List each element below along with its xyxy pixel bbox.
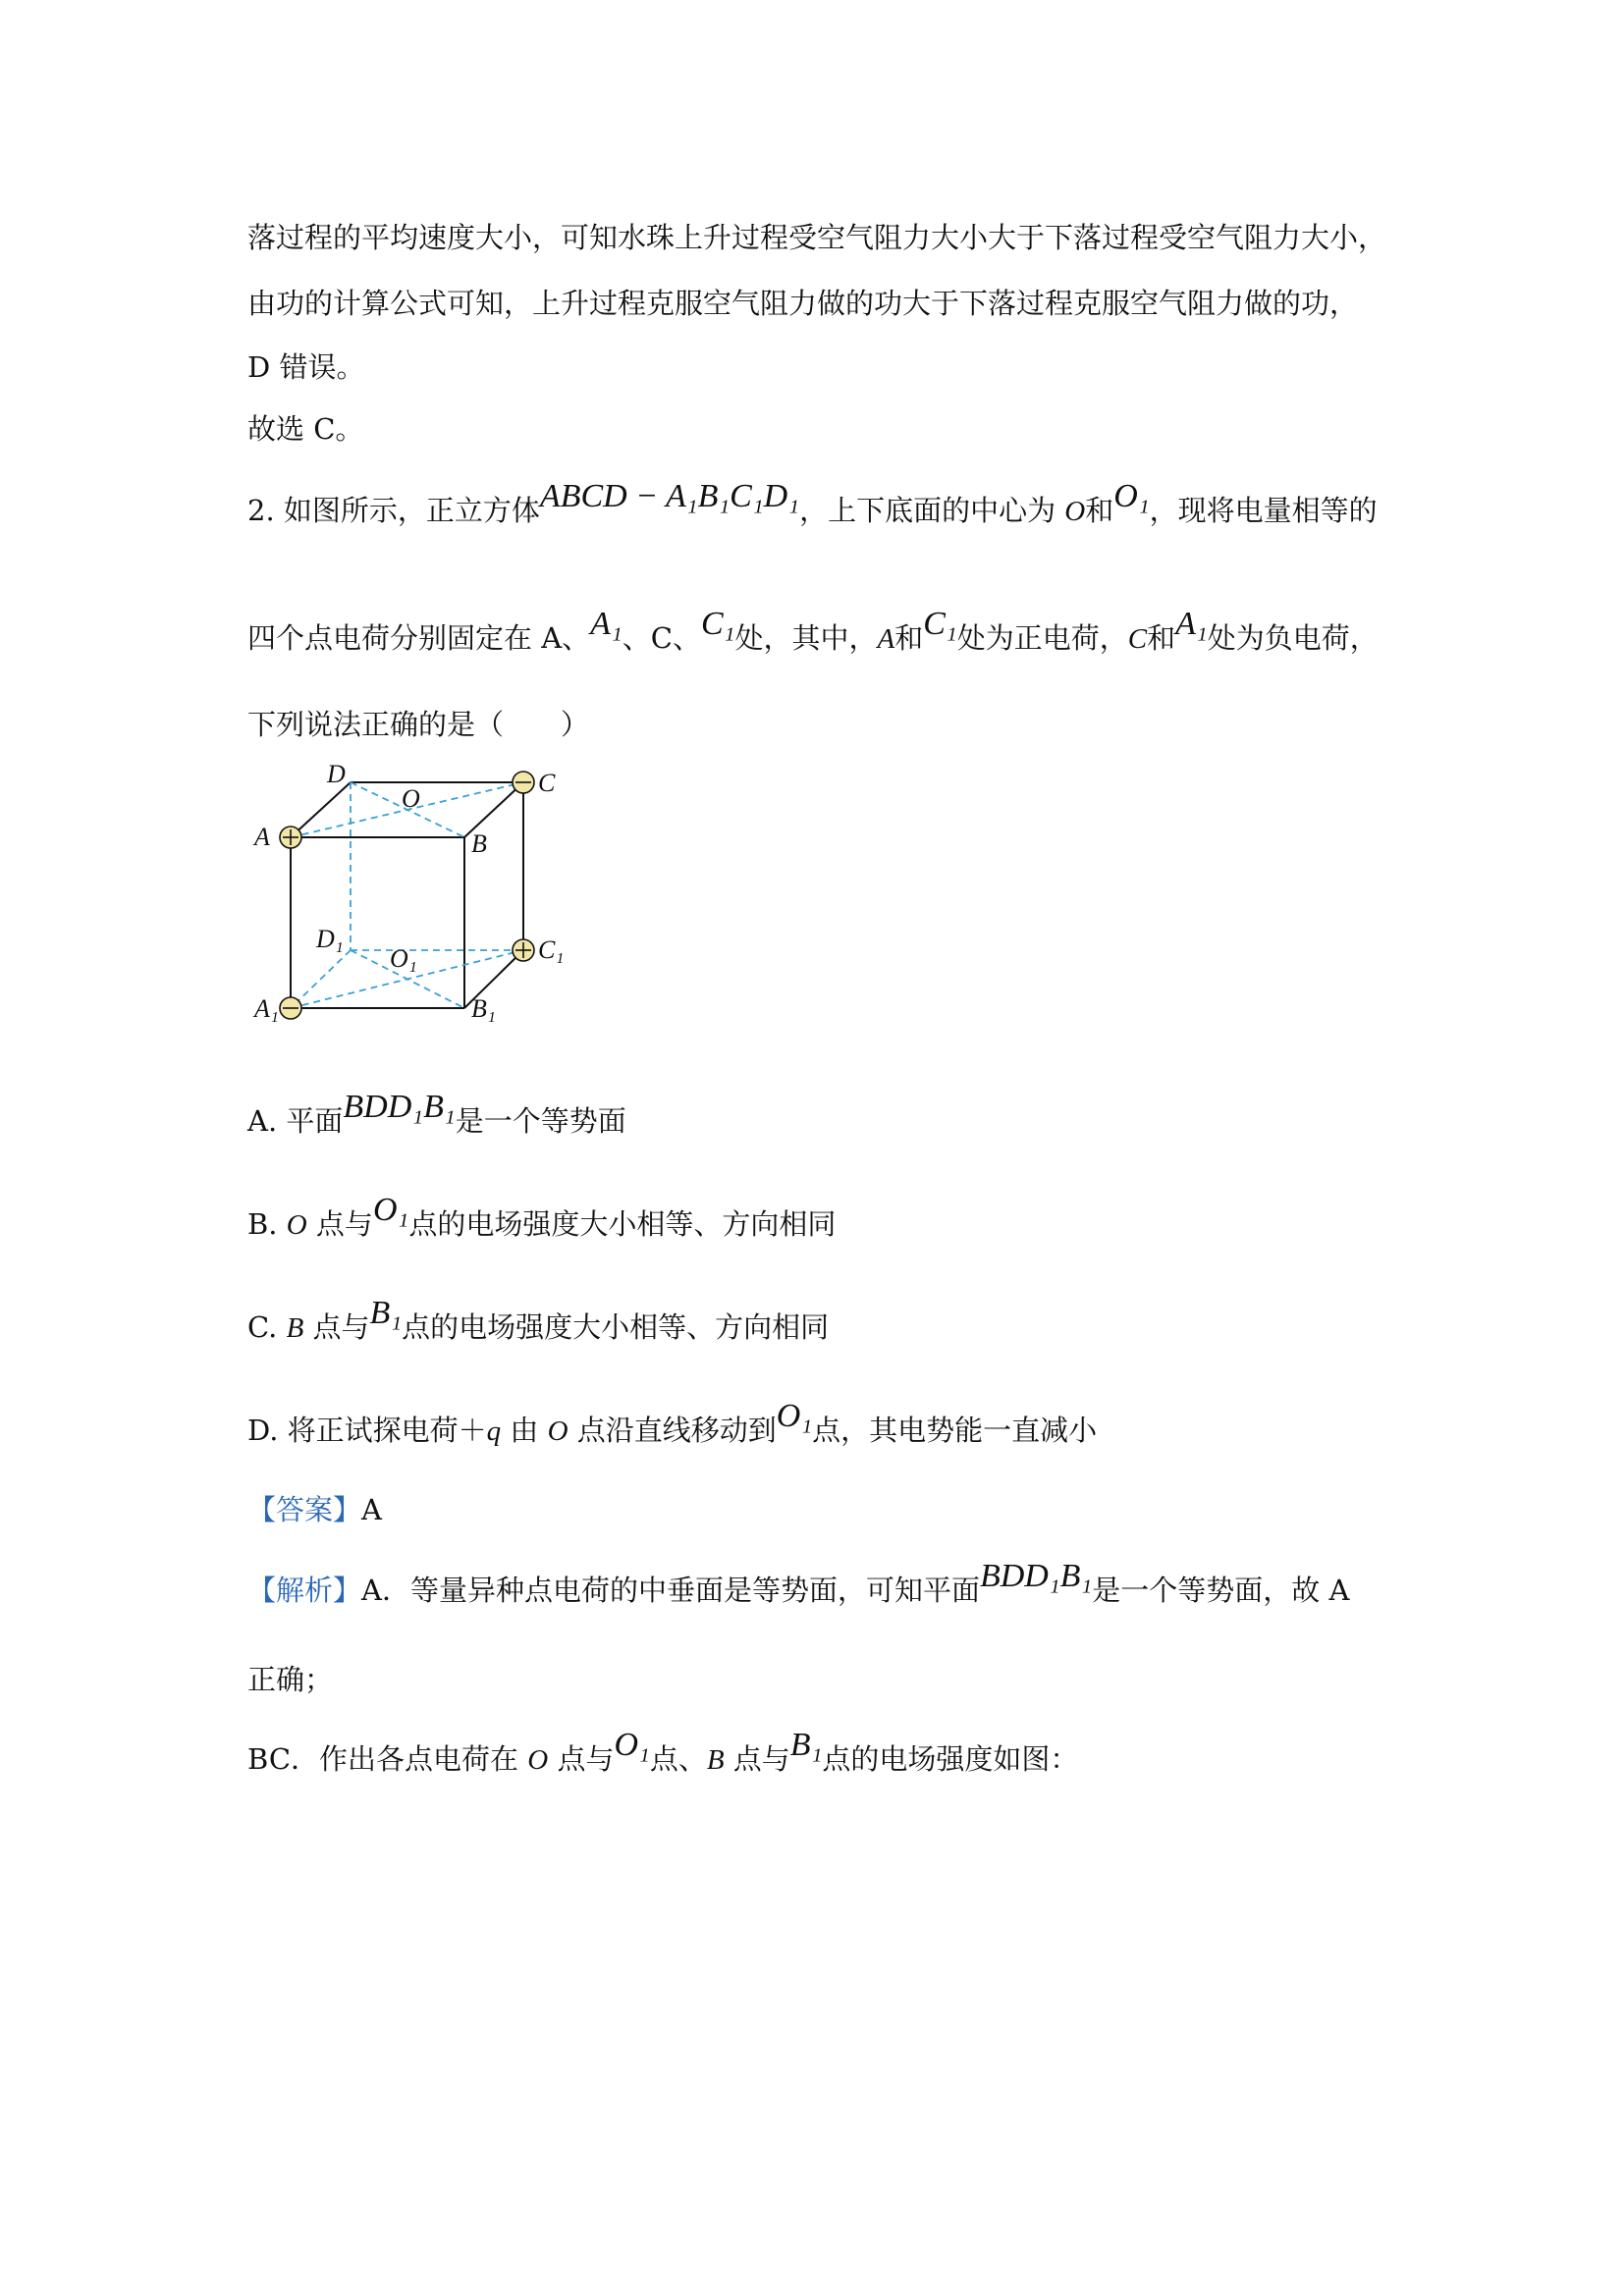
positive-charge-C1 xyxy=(513,939,534,961)
question-number: 2. xyxy=(247,494,275,527)
option-b: B. O 点与O₁点的电场强度大小相等、方向相同 xyxy=(247,1192,837,1241)
question-line-3: 下列说法正确的是（ ） xyxy=(247,708,590,741)
negative-charge-A1 xyxy=(280,997,301,1019)
cube-figure xyxy=(245,751,579,1036)
label-D: D xyxy=(327,760,346,788)
answer-value: A xyxy=(361,1493,382,1526)
label-A: A xyxy=(254,823,270,851)
analysis-line-3: BC．作出各点电荷在 O 点与O₁点、B 点与B₁点的电场强度如图： xyxy=(247,1727,1079,1776)
label-O: O xyxy=(402,784,420,813)
text-line: D 错误。 xyxy=(247,350,365,384)
label-B: B xyxy=(471,829,487,858)
text-line: 故选 C。 xyxy=(247,412,364,446)
label-O1: O₁ xyxy=(390,944,417,973)
analysis-tag: 【解析】 xyxy=(247,1574,362,1607)
label-C1: C₁ xyxy=(538,935,565,964)
text-line: 落过程的平均速度大小，可知水珠上升过程受空气阻力大小大于下落过程受空气阻力大小， xyxy=(247,221,1387,254)
negative-charge-C xyxy=(513,772,534,793)
analysis-line-2: 正确； xyxy=(247,1663,334,1696)
cube-name: ABCD − A₁B₁C₁D₁ xyxy=(539,478,800,514)
option-c: C. B 点与B₁点的电场强度大小相等、方向相同 xyxy=(247,1295,830,1344)
answer-line xyxy=(247,1490,382,1529)
text-line: 由功的计算公式可知，上升过程克服空气阻力做的功大于下落过程克服空气阻力做的功， xyxy=(247,287,1359,320)
question-line-1: 2. 如图所示，正立方体ABCD − A₁B₁C₁D₁，上下底面的中心为 O和O₁，现将电量相等的 xyxy=(247,478,1378,527)
answer-tag: 【答案】 xyxy=(247,1493,362,1526)
label-D1: D₁ xyxy=(316,925,344,953)
label-B1: B₁ xyxy=(471,994,496,1023)
option-d: D. 将正试探电荷＋q 由 O 点沿直线移动到O₁点，其电势能一直减小 xyxy=(247,1398,1098,1447)
label-C: C xyxy=(538,769,556,797)
analysis-line-1: 【解析】A．等量异种点电荷的中垂面是等势面，可知平面BDD₁B₁是一个等势面，故 A xyxy=(247,1558,1350,1607)
positive-charge-A xyxy=(280,827,301,848)
question-line-2: 四个点电荷分别固定在 A、A₁、C、C₁处，其中，A和C₁处为正电荷，C和A₁处为负电荷， xyxy=(247,606,1379,655)
cube-solid-edges xyxy=(291,782,523,1008)
option-a: A. 平面BDD₁B₁是一个等势面 xyxy=(247,1089,626,1138)
label-A1: A₁ xyxy=(254,994,279,1023)
